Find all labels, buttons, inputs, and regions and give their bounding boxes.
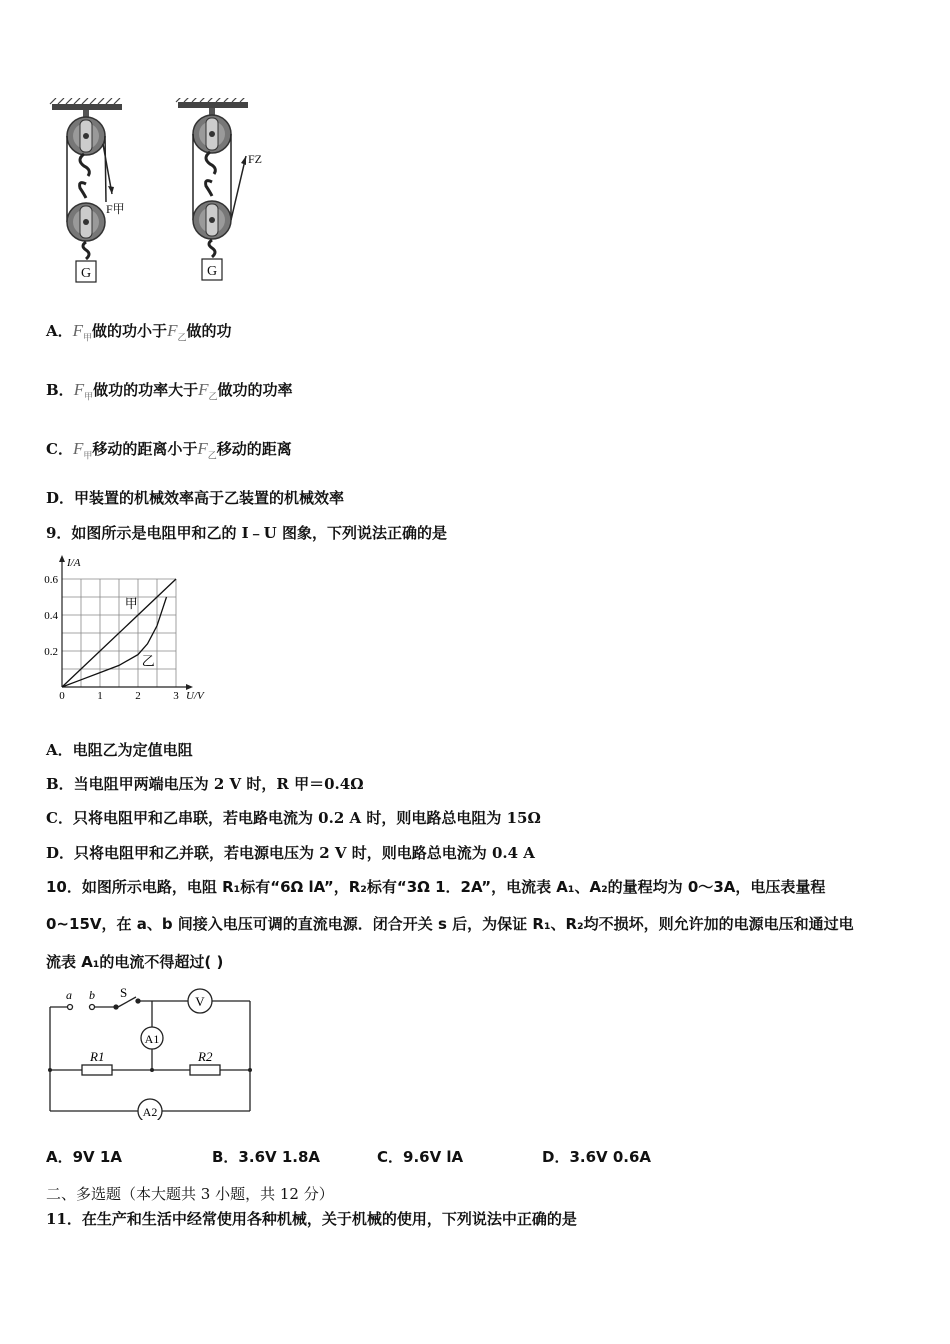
- section-heading: 二、多选题（本大题共 3 小题，共 12 分）: [46, 1185, 334, 1203]
- q9-option-c: C．只将电阻甲和乙串联，若电路电流为 0.2 A 时，则电路总电阻为 15Ω: [46, 809, 541, 827]
- force-label-yi: FZ: [248, 152, 263, 166]
- series-label-jia: 甲: [124, 595, 138, 611]
- q10-stem-line3: 流表 A₁的电流不得超过( ): [46, 953, 224, 971]
- x-tick-label: 3: [173, 690, 179, 702]
- iu-chart: [40, 552, 225, 712]
- x-axis-label: U/V: [186, 690, 204, 702]
- f-yi-symbol: $F_乙$: [167, 321, 187, 343]
- q9-option-d: D．只将电阻甲和乙并联，若电源电压为 2 V 时，则电路总电流为 0.4 A: [46, 844, 535, 862]
- q10-stem-line1: 10．如图所示电路，电阻 R₁标有“6Ω lA”，R₂标有“3Ω 1．2A”，电流表 A₁、A₂的量程均为 0～3A，电压表量程: [46, 878, 826, 896]
- x-tick-label: 0: [59, 690, 65, 702]
- f-jia-symbol: $F_甲$: [73, 380, 94, 402]
- y-tick-label: 0.4: [44, 610, 58, 622]
- q10-option-d: D．3.6V 0.6A: [542, 1148, 652, 1166]
- x-tick-label: 1: [97, 690, 103, 702]
- y-axis-arrow: [59, 555, 65, 562]
- force-label-jia: F甲: [106, 202, 125, 216]
- terminal-a-label: a: [66, 988, 72, 1002]
- f-yi-symbol: $F_乙$: [198, 380, 218, 402]
- pulley-figure: [40, 98, 280, 293]
- y-axis-label: I/A: [67, 557, 81, 569]
- q10-option-b: B．3.6V 1.8A: [212, 1148, 321, 1166]
- y-tick-label: 0.6: [44, 574, 58, 586]
- ammeter-a2-label: A2: [142, 1105, 158, 1119]
- terminal-b-label: b: [89, 988, 95, 1002]
- f-jia-symbol: $F_甲$: [72, 439, 93, 461]
- voltmeter-label: V: [195, 994, 205, 1009]
- resistor-r1-label: R1: [90, 1049, 105, 1064]
- q8-option-a: A．$F_甲$做的功小于$F_乙$做的功: [46, 321, 232, 343]
- q8-option-c: C．$F_甲$移动的距离小于$F_乙$移动的距离: [46, 439, 292, 461]
- circuit-diagram: [40, 985, 265, 1120]
- resistor-r2-label: R2: [198, 1049, 213, 1064]
- pulley-device-yi: [176, 98, 262, 280]
- q9-option-a: A．电阻乙为定值电阻: [46, 741, 193, 759]
- switch-label: S: [120, 985, 128, 1000]
- q10-option-a: A．9V 1A: [46, 1148, 122, 1166]
- f-jia-symbol: $F_甲$: [72, 321, 93, 343]
- f-yi-symbol: $F_乙$: [197, 439, 217, 461]
- q11-stem: 11．在生产和生活中经常使用各种机械，关于机械的使用，下列说法中正确的是: [46, 1210, 577, 1228]
- pulley-device-jia: [50, 98, 125, 282]
- q8-option-d: D．甲装置的机械效率高于乙装置的机械效率: [46, 489, 345, 507]
- series-label-yi: 乙: [141, 653, 155, 669]
- q9-stem: 9．如图所示是电阻甲和乙的 I﹣U 图象，下列说法正确的是: [46, 524, 447, 542]
- ammeter-a1-label: A1: [144, 1032, 160, 1046]
- q9-option-b: B．当电阻甲两端电压为 2 V 时，R 甲＝0.4Ω: [46, 775, 364, 793]
- weight-label-yi: G: [206, 264, 218, 279]
- q8-option-b: B．$F_甲$做功的功率大于$F_乙$做功的功率: [46, 380, 293, 402]
- series-line-yi: [62, 597, 167, 687]
- x-tick-label: 2: [135, 690, 141, 702]
- weight-label-jia: G: [80, 266, 92, 281]
- q10-option-c: C．9.6V lA: [377, 1148, 464, 1166]
- q10-stem-line2: 0~15V，在 a、b 间接入电压可调的直流电源．闭合开关 s 后，为保证 R₁、R₂均不损坏，则允许加的电源电压和通过电: [46, 915, 854, 933]
- y-tick-label: 0.2: [44, 646, 58, 658]
